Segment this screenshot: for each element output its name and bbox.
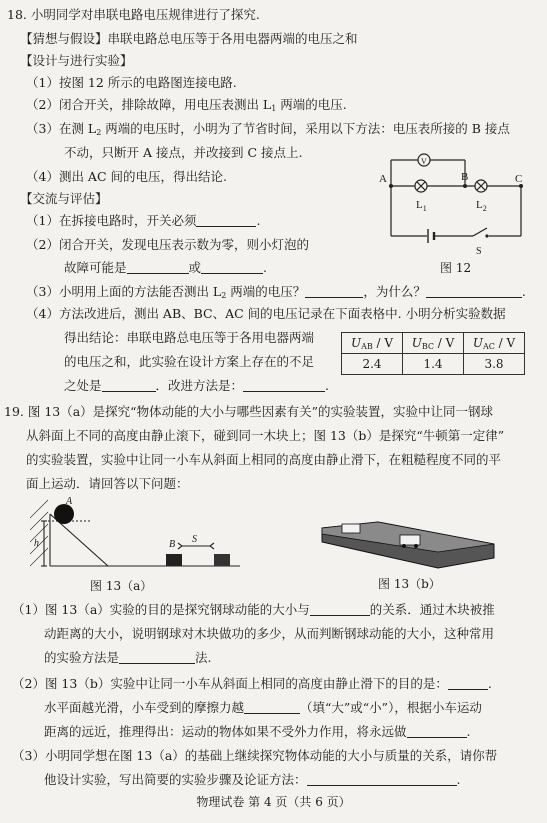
switch-label: S bbox=[476, 246, 482, 257]
q18-eval4: （4）方法改进后，测出 AB、BC、AC 间的电压记录在下面表格中. 小明分析实验数据 bbox=[26, 306, 506, 321]
fig13a-caption: 图 13（a） bbox=[90, 579, 153, 593]
answer-blank bbox=[127, 261, 189, 274]
q19-line3: 的实验装置，实验中让同一小车从斜面上相同的高度由静止滑下，在粗糙程度不同的平 bbox=[26, 452, 502, 467]
ball-label-a: A bbox=[66, 496, 73, 507]
answer-blank bbox=[426, 285, 522, 298]
q18-design-heading: 【设计与进行实验】 bbox=[20, 53, 133, 68]
cart-slope-fig13b bbox=[318, 518, 498, 570]
table-cell-ubc: 1.4 bbox=[403, 354, 464, 375]
q18-eval1: （1）在拆接电路时，开关必须 . bbox=[26, 213, 261, 228]
answer-blank bbox=[243, 379, 325, 392]
q18-eval3: （3）小明用上面的方法能否测出 $L_2$ 两端的电压？ ，为什么？ . bbox=[26, 284, 526, 300]
block-moved bbox=[214, 554, 230, 566]
switch-contact bbox=[485, 234, 488, 237]
answer-blank bbox=[310, 603, 370, 616]
circuit-diagram-fig12 bbox=[375, 150, 535, 260]
cart-on-surface bbox=[400, 535, 420, 545]
q18-step2: （2）闭合开关，排除故障，用电压表测出 $L_1$ 两端的电压. bbox=[26, 97, 347, 113]
table-cell-uac: 3.8 bbox=[464, 354, 525, 375]
q18-hypothesis: 【猜想与假设】串联电路总电压等于各用电器两端的电压之和 bbox=[20, 31, 358, 46]
q19-part1-line3: 的实验方法是 法. bbox=[44, 650, 212, 665]
table-cell-uab: 2.4 bbox=[342, 354, 403, 375]
q19-part2-line1: （2）图 13（b）实验中让同一小车从斜面上相同的高度由静止滑下的目的是： . bbox=[12, 676, 492, 691]
answer-blank bbox=[102, 379, 156, 392]
q18-eval2: （2）闭合开关，发现电压表示数为零，则小灯泡的 bbox=[26, 237, 309, 252]
table-header-uab: $U_{AB}$ / V bbox=[342, 333, 403, 354]
q18-eval4-cont1: 得出结论：串联电路总电压等于各用电器两端 bbox=[64, 330, 315, 345]
q18-step3-cont: 不动，只断开 A 接点，并改接到 C 接点上. bbox=[64, 145, 303, 160]
q19-part3-line1: （3）小明同学想在图 13（a）的基础上继续探究物体动能的大小与质量的关系，请你帮 bbox=[12, 748, 498, 763]
q19-line1: 19. 图 13（a）是探究“物体动能的大小与哪些因素有关”的实验装置，实验中让同一钢球 bbox=[4, 404, 493, 419]
answer-blank bbox=[305, 285, 363, 298]
answer-blank bbox=[307, 773, 457, 786]
node-b-dot bbox=[463, 184, 467, 188]
table-header-ubc: $U_{BC}$ / V bbox=[403, 333, 464, 354]
q18-eval2-cont: 故障可能是 或 . bbox=[64, 260, 268, 275]
answer-blank bbox=[119, 651, 195, 664]
q18-step3: （3）在测 $L_2$ 两端的电压时，小明为了节省时间，采用以下方法：电压表所接的 B 接点 bbox=[26, 121, 510, 137]
q19-part2-line2: 水平面越光滑，小车受到的摩擦力越 （填“大”或“小”），根据小车运动 bbox=[44, 700, 482, 715]
table-row bbox=[342, 354, 525, 375]
q18-step1: （1）按图 12 所示的电路图连接电路. bbox=[26, 75, 237, 90]
answer-blank bbox=[407, 725, 467, 738]
q19-line2: 从斜面上不同的高度由静止滚下，碰到同一木块上；图 13（b）是探究“牛顿第一定律” bbox=[26, 428, 505, 443]
height-label-h: h bbox=[34, 538, 39, 549]
block-b bbox=[166, 554, 182, 566]
voltmeter-label: V bbox=[421, 157, 427, 166]
node-c-label: C bbox=[515, 173, 523, 185]
q19-line4: 面上运动．请回答以下问题： bbox=[26, 476, 189, 491]
ramp-ball-fig13a bbox=[30, 496, 250, 576]
node-b-label: B bbox=[461, 171, 469, 183]
q18-title: 18. 小明同学对串联电路电压规律进行了探究. bbox=[7, 7, 260, 22]
fig12-caption: 图 12 bbox=[440, 261, 472, 275]
answer-blank bbox=[201, 261, 263, 274]
table-header-uac: $U_{AC}$ / V bbox=[464, 333, 525, 354]
cart-on-slope bbox=[342, 524, 360, 533]
q18-eval4-cont3: 之处是 ．改进方法是： . bbox=[64, 378, 330, 393]
answer-blank bbox=[244, 701, 300, 714]
answer-blank bbox=[196, 214, 256, 227]
lamp-l2-label: $L_2$ bbox=[476, 199, 487, 213]
block-label-b: B bbox=[169, 539, 176, 550]
answer-blank bbox=[448, 677, 488, 690]
q19-part2-line3: 距离的远近，推理得出：运动的物体如果不受外力作用，将永远做 . bbox=[44, 724, 471, 739]
node-a-dot bbox=[389, 184, 393, 188]
q19-part1-line1: （1）图 13（a）实验的目的是探究钢球动能的大小与 的关系．通过木块被推 bbox=[12, 602, 495, 617]
q19-part3-line2: 他设计实验，写出简要的实验步骤及论证方法： . bbox=[44, 772, 461, 787]
fig13b-caption: 图 13（b） bbox=[378, 577, 441, 591]
q18-eval-heading: 【交流与评估】 bbox=[20, 191, 108, 206]
lamp-l1-label: $L_1$ bbox=[416, 199, 427, 213]
node-a-label: A bbox=[379, 173, 387, 185]
voltage-table bbox=[341, 332, 525, 375]
distance-label-s: S bbox=[192, 534, 197, 545]
table-header-row bbox=[342, 333, 525, 354]
q18-step4: （4）测出 AC 间的电压，得出结论. bbox=[26, 169, 227, 184]
q18-eval4-cont2: 的电压之和，此实验在设计方案上存在的不足 bbox=[64, 354, 315, 369]
q19-part1-line2: 动距离的大小，说明钢球对木块做功的多少，从而判断钢球动能的大小，这种常用 bbox=[44, 626, 495, 641]
steel-ball bbox=[54, 504, 74, 524]
page-footer: 物理试卷 第 4 页（共 6 页） bbox=[196, 795, 351, 809]
